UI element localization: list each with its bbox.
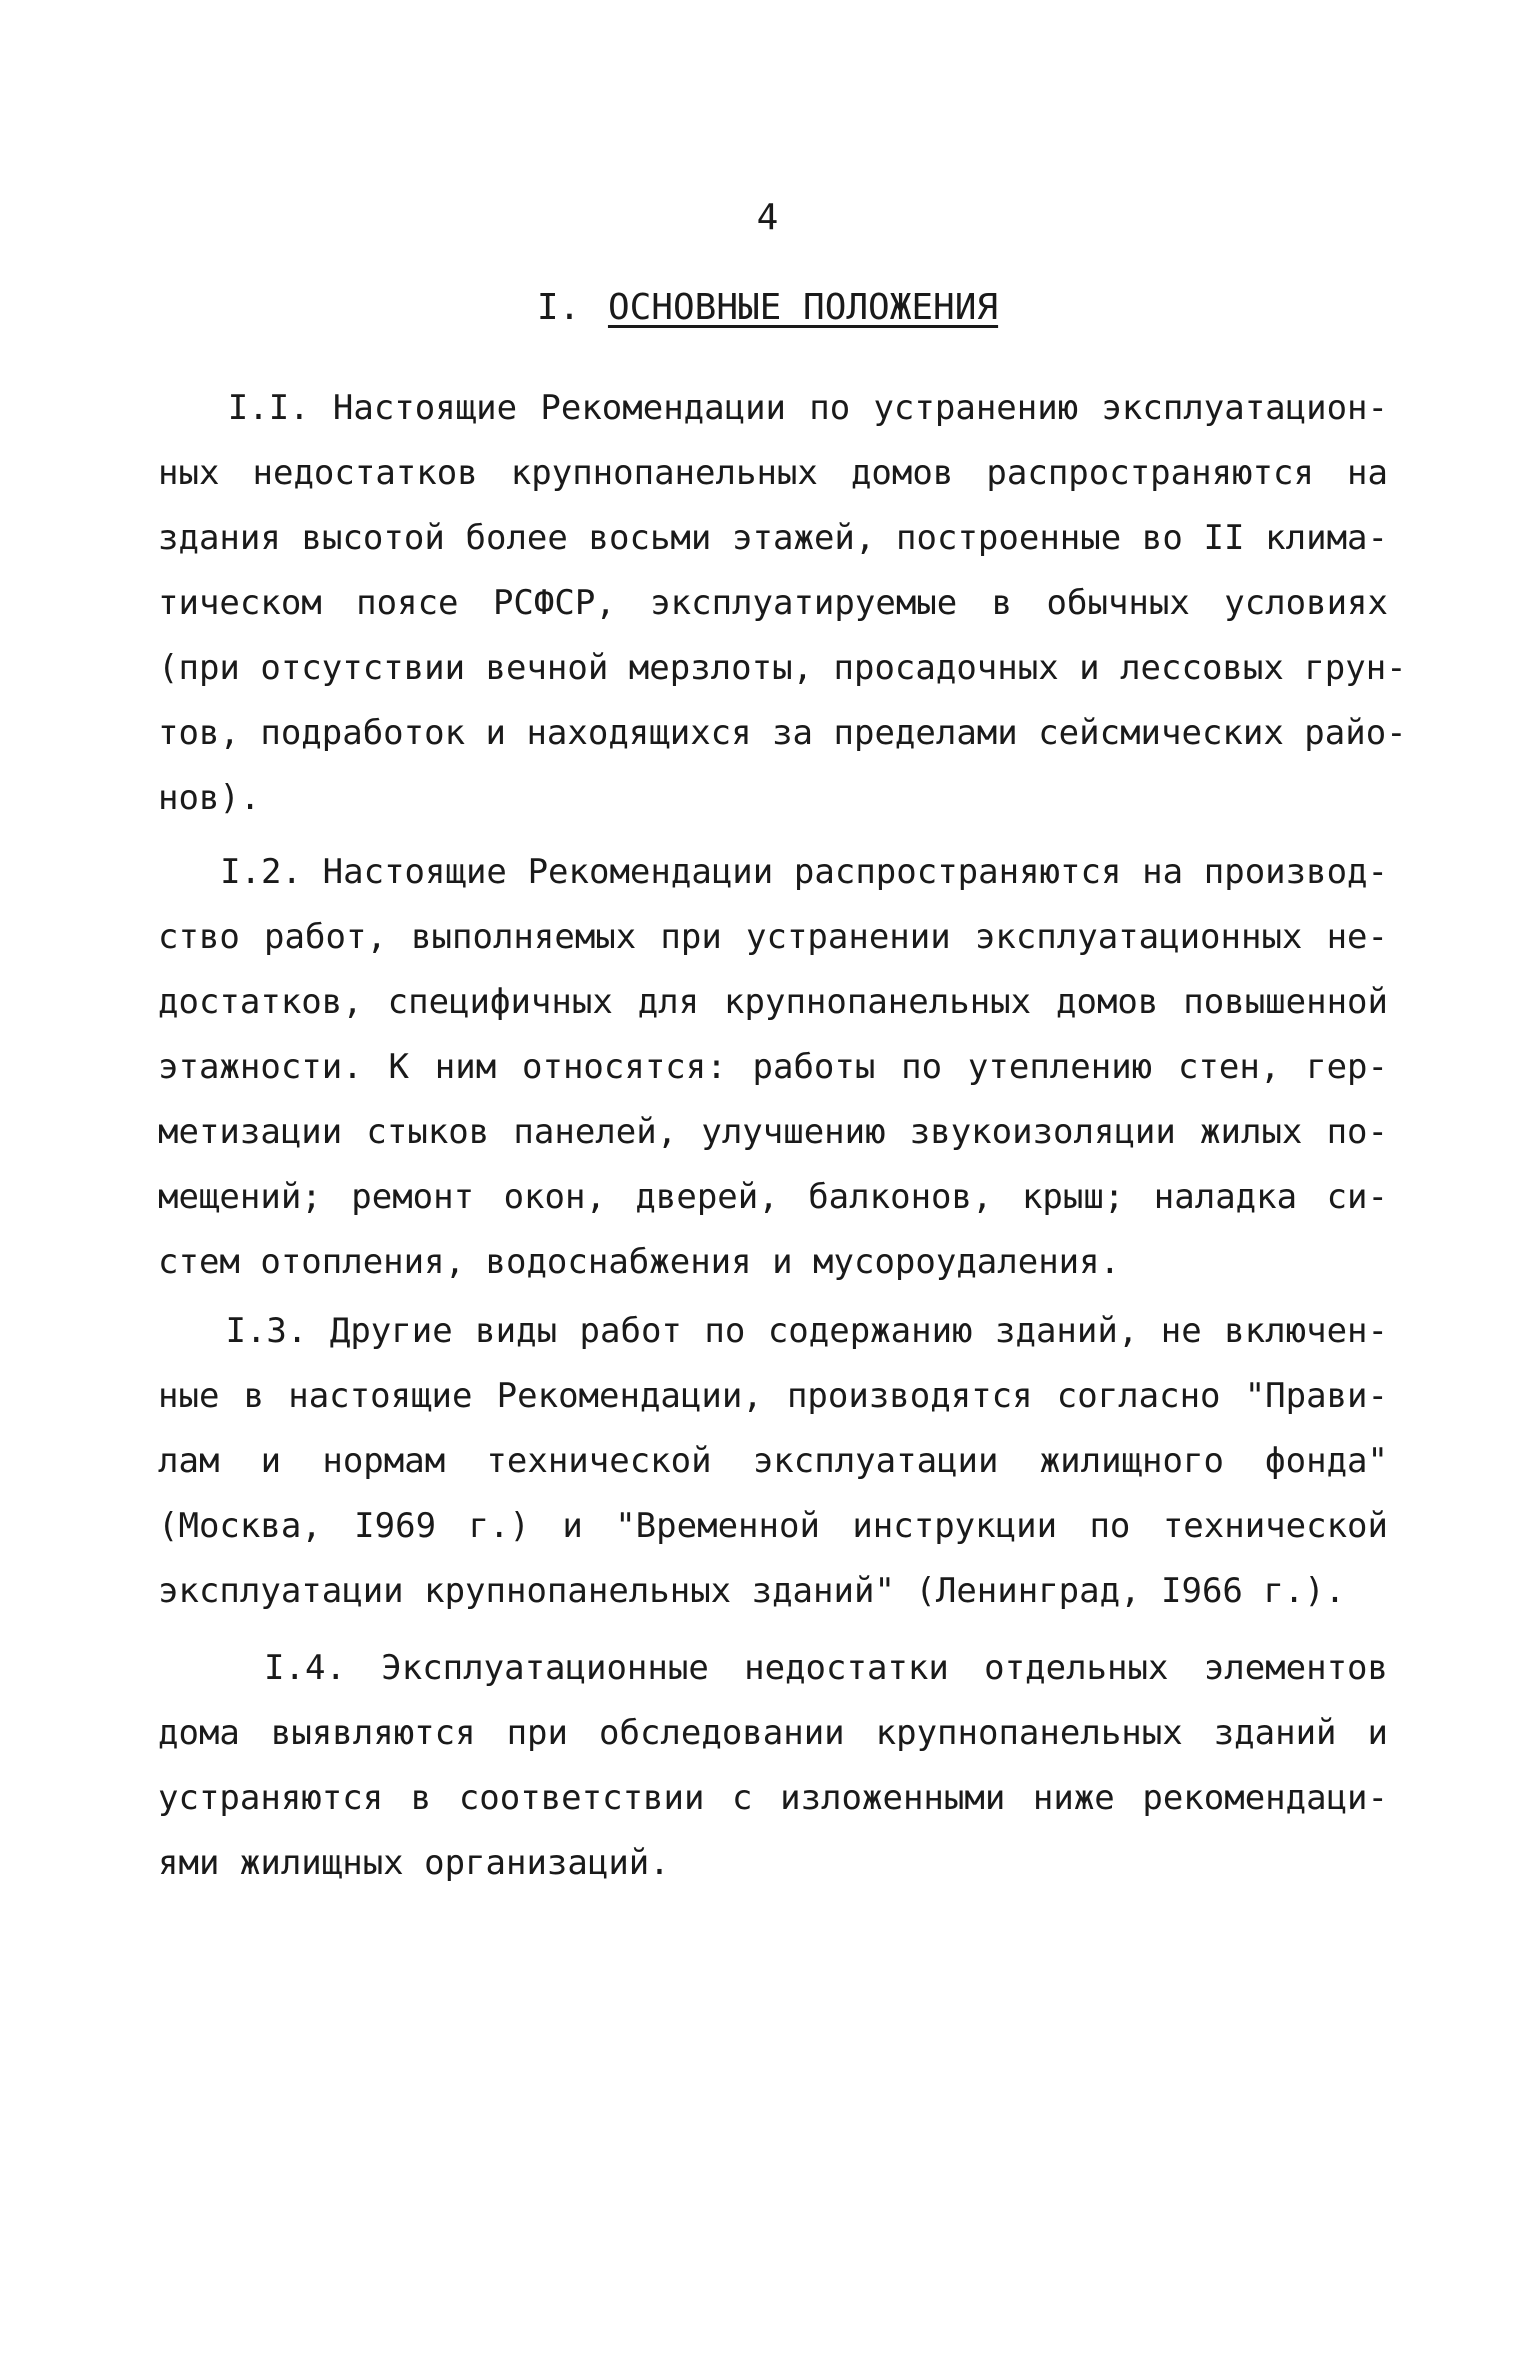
- text-line: ные в настоящие Рекомендации, производятся согласно "Прави-: [158, 1376, 1388, 1416]
- text-line: I.I. Настоящие Рекомендации по устранению эксплуатацион-: [158, 388, 1388, 428]
- paragraph-1-4: [158, 1636, 1388, 1896]
- text-line: I.4. Эксплуатационные недостатки отдельных элементов: [158, 1648, 1388, 1688]
- text-line: дома выявляются при обследовании крупнопанельных зданий и: [158, 1713, 1388, 1753]
- text-line: тов, подработок и находящихся за пределами сейсмических райо-: [158, 713, 1407, 753]
- text-line: эксплуатации крупнопанельных зданий" (Ленинград, I966 г.).: [158, 1571, 1346, 1611]
- text-line: нов).: [158, 778, 261, 818]
- text-line: здания высотой более восьми этажей, построенные во II клима-: [158, 518, 1388, 558]
- text-line: ями жилищных организаций.: [158, 1843, 670, 1883]
- page-number: 4: [756, 197, 779, 238]
- text-line: тическом поясе РСФСР, эксплуатируемые в обычных условиях: [158, 583, 1388, 623]
- text-line: этажности. К ним относятся: работы по утеплению стен, гер-: [158, 1047, 1388, 1087]
- section-heading: [0, 284, 1535, 332]
- text-line: лам и нормам технической эксплуатации жилищного фонда": [158, 1441, 1388, 1481]
- text-line: (при отсутствии вечной мерзлоты, просадочных и лессовых грун-: [158, 648, 1407, 688]
- paragraph-1-2: [158, 840, 1388, 1295]
- text-line: I.2. Настоящие Рекомендации распространяются на производ-: [158, 852, 1388, 892]
- text-line: ных недостатков крупнопанельных домов распространяются на: [158, 453, 1388, 493]
- text-line: I.3. Другие виды работ по содержанию зданий, не включен-: [158, 1311, 1388, 1351]
- paragraph-1-1: [158, 376, 1407, 831]
- text-line: достатков, специфичных для крупнопанельных домов повышенной: [158, 982, 1388, 1022]
- text-line: мещений; ремонт окон, дверей, балконов, крыш; наладка си-: [158, 1177, 1388, 1217]
- section-number: I.: [536, 287, 581, 328]
- text-line: устраняются в соответствии с изложенными ниже рекомендаци-: [158, 1778, 1388, 1818]
- section-title: ОСНОВНЫЕ ПОЛОЖЕНИЯ: [607, 287, 999, 328]
- text-line: метизации стыков панелей, улучшению звукоизоляции жилых по-: [158, 1112, 1388, 1152]
- paragraph-1-3: [158, 1299, 1388, 1624]
- text-line: стем отопления, водоснабжения и мусороудаления.: [158, 1242, 1121, 1282]
- text-line: ство работ, выполняемых при устранении эксплуатационных не-: [158, 917, 1388, 957]
- text-line: (Москва, I969 г.) и "Временной инструкции по технической: [158, 1506, 1388, 1546]
